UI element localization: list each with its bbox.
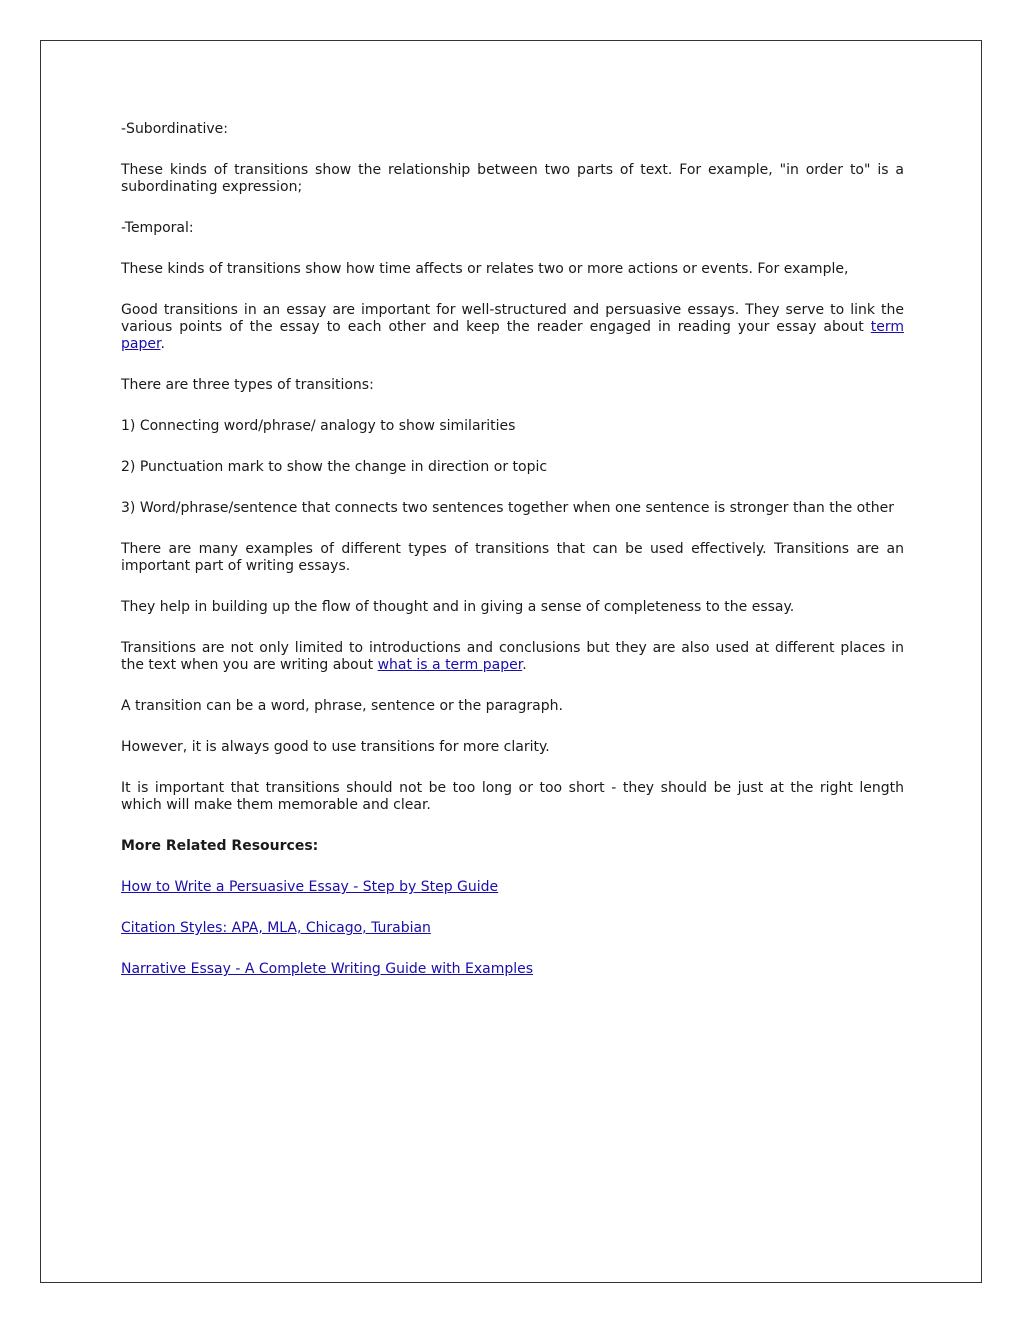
subordinative-paragraph: These kinds of transitions show the relationship between two parts of text. For example, "in order to" is a subordinating expression; [121,162,904,195]
not-limited-text: Transitions are not only limited to introductions and conclusions but they are also used at different places in the text when you are writing about [121,640,904,673]
three-types-paragraph: There are three types of transitions: [121,377,374,393]
type-2-item: 2) Punctuation mark to show the change in direction or topic [121,459,548,475]
length-paragraph: It is important that transitions should not be too long or too short - they should be just at the right length which will make them memorable and clear. [121,780,904,813]
type-3-item: 3) Word/phrase/sentence that connects two sentences together when one sentence is stronger than the other [121,500,894,516]
resources-heading: More Related Resources: [121,838,319,854]
resource-item-narrative [121,961,904,978]
document-body [121,121,904,1002]
not-limited-paragraph [121,640,904,674]
examples-paragraph: There are many examples of different types of transitions that can be used effectively. Transitions are an important part of writing essays. [121,541,904,574]
temporal-paragraph: These kinds of transitions show how time affects or relates two or more actions or events. For example, [121,261,849,277]
good-transitions-end: . [160,336,165,352]
persuasive-essay-link[interactable]: How to Write a Persuasive Essay - Step by Step Guide [121,879,499,895]
citation-styles-link[interactable]: Citation Styles: APA, MLA, Chicago, Turabian [121,920,431,936]
good-transitions-paragraph [121,302,904,353]
subordinative-heading: -Subordinative: [121,121,228,137]
page-frame [40,40,982,1283]
good-transitions-text: Good transitions in an essay are important for well-structured and persuasive essays. They serve to link the various points of the essay to each other and keep the reader engaged in reading your essay about [121,302,904,335]
transition-can-be-paragraph: A transition can be a word, phrase, sentence or the paragraph. [121,698,563,714]
narrative-essay-link[interactable]: Narrative Essay - A Complete Writing Guide with Examples [121,961,534,977]
not-limited-end: . [522,657,527,673]
flow-paragraph: They help in building up the flow of thought and in giving a sense of completeness to the essay. [121,599,795,615]
temporal-heading: -Temporal: [121,220,194,236]
what-is-term-paper-link[interactable]: what is a term paper [377,657,523,673]
clarity-paragraph: However, it is always good to use transitions for more clarity. [121,739,550,755]
term-paper-link[interactable]: term paper [121,319,904,352]
type-1-item: 1) Connecting word/phrase/ analogy to show similarities [121,418,516,434]
resource-item-citation [121,920,904,937]
resource-item-persuasive [121,879,904,896]
